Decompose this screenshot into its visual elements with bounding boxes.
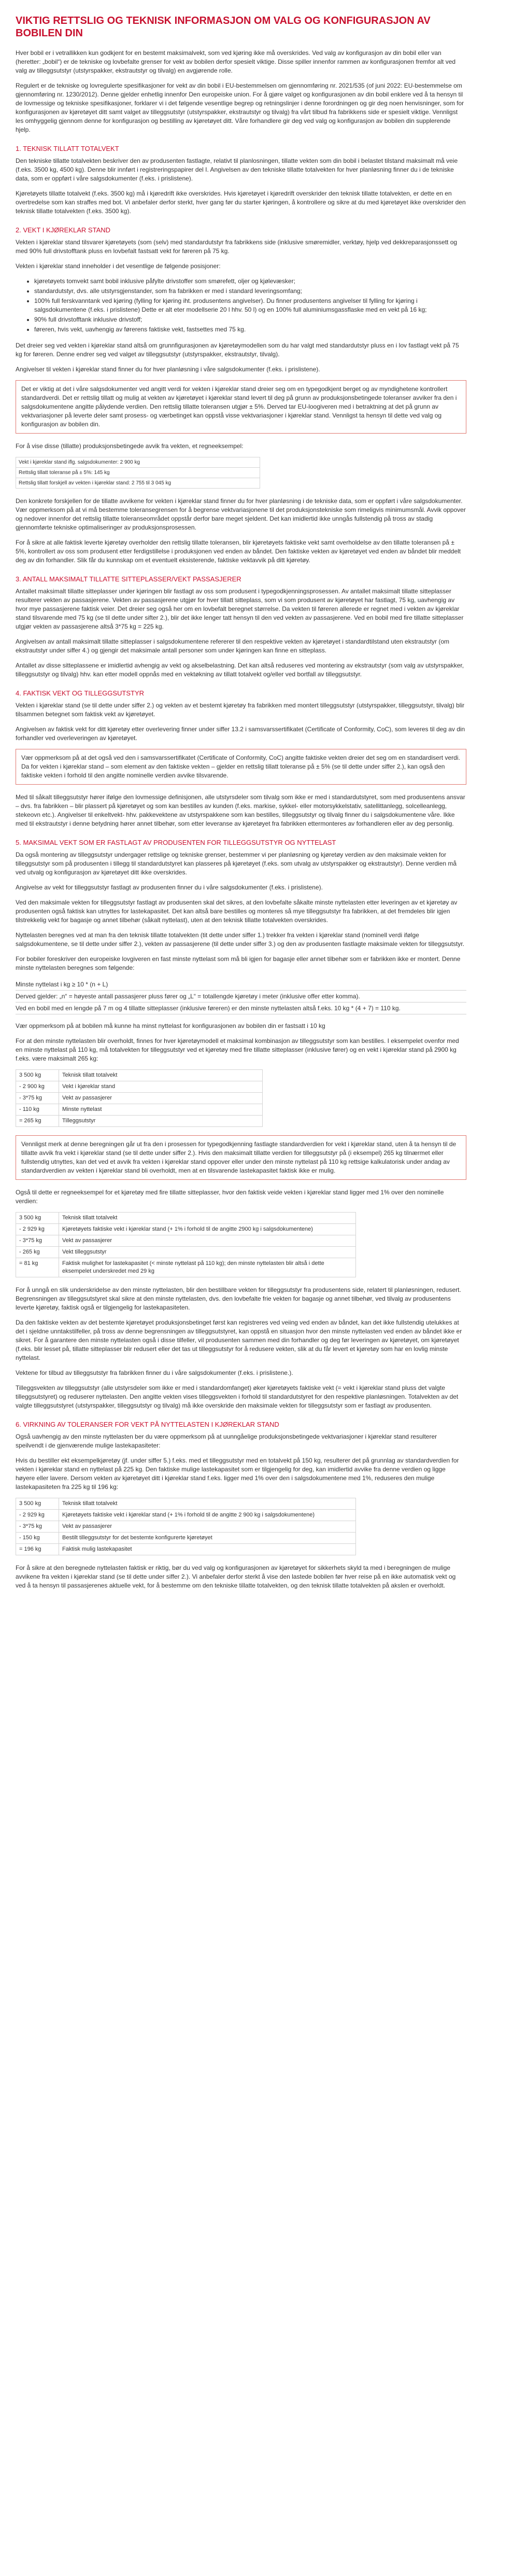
section-heading: 3. ANTALL MAKSIMALT TILLATTE SITTEPLASSER/VEKT PASSASJERER xyxy=(16,575,241,583)
table-row xyxy=(16,1247,356,1258)
paragraph: Da også montering av tilleggsutstyr undergager rettslige og tekniske grenser, bestemmer vi per planløsning og kjøretøy verdien av den maksimale vekten for tilleggsutstyr som på produsenten i tillegg til standardutstyret kan plasseres på kjøretøyet (f.eks. som utvalg av utstyrspakker og ekstrautstyr). Denne verdien må ved utvalg og konfigurasjon av kjøretøyet ditt ikke overskrides. xyxy=(16,851,457,876)
notice-box xyxy=(16,749,466,785)
paragraph: For å vise disse (tillatte) produksjonsbetingede avvik fra vekten, et regneeksempel: xyxy=(16,442,244,450)
table-cell: Rettslig tillatt toleranse på ± 5%: 145 kg xyxy=(16,468,260,478)
paragraph: For å sikre at alle faktisk leverte kjøretøy overholder den rettslig tillatte toleransen, blir kjøretøyets faktiske vekt samt overholdelse av den tillatte toleransen på ± 5%, kontrollert av oss som produsent etter ferdigstillelse i produksjonen ved enden av båndet. Den faktiske vekten av kjøretøyet ved enden av båndet blir meddelt deg av din forhandler. Slik får du kunnskap om et eventuelt eksisterende, faktiske vektavvik på ditt kjøretøy. xyxy=(16,539,461,564)
table-cell: = 81 kg xyxy=(16,1258,59,1277)
list-item: • 90% full drivstofftank inklusive drivstoff; xyxy=(34,315,466,324)
table-cell: Vekt i kjøreklar stand xyxy=(59,1081,263,1093)
table-cell: Tilleggsutstyr xyxy=(59,1116,263,1127)
paragraph: Angivelsen av antall maksimalt tillatte sitteplasser i salgsdokumentene refererer til den respektive vekten av kjøretøyet i standardtilstand uten ekstrautstyr (om ekstrautstyr under siffer 4.) og gjengir det maksimale antall personer som under kjøringen kan finne en sitteplass. xyxy=(16,638,450,654)
table-cell: Vekt av passasjerer xyxy=(59,1235,356,1247)
paragraph: Antallet av disse sitteplassene er imidlertid avhengig av vekt og akselbelastning. Det kan altså reduseres ved montering av ekstrautstyr (som valg av utstyrspakker, tilleggsutstyr og tilvalg) hhv. kan etter modell oppnås med en vektøkning av tillatt totalvekt og/eller ved bortfall av tilleggsutstyr. xyxy=(16,662,464,678)
table-cell: 3 500 kg xyxy=(16,1070,59,1081)
paragraph: Angivelser til vekten i kjøreklar stand finner du for hver planløsning i våre salgsdokumenter (f.eks. i prislistene). xyxy=(16,366,320,373)
calculation-table xyxy=(16,1498,356,1555)
table-cell: 3 500 kg xyxy=(16,1213,59,1224)
list-item: • 100% full ferskvanntank ved kjøring (fylling for kjøring iht. produsentens angivelser). Du finner produsentens angivelser til fylling for kjøring i salgsdokumentene (f.eks. i prislistene) Dette er alt eter modellserie 20 l hhv. 50 l) og en 100% full aluminiumsgassflaske med en vekt på 16 kg; xyxy=(34,297,466,314)
table-cell: - 2 929 kg xyxy=(16,1510,59,1521)
paragraph: Hvis du bestiller ekt eksempelkjøretøy (jf. under siffer 5.) f.eks. med et tilleggsutstyr med en totalvekt på 150 kg, resulterer det på grunnlag av standardverdien for vekten i kjøreklar stand en nyttelast på 225 kg. Den faktiske mulige lastekapasitet som er tilgjengelig for deg, kan imidlertid avvike fra denne verdien og ligge høyere eller lavere. Dersom vekten av kjøretøyet ditt i kjøreklar stand f.eks. ligger med 1% over den i salgsdokumentene med 1%, reduseres den mulige lastekapasiteten fra 225 kg til 196 kg: xyxy=(16,1457,459,1491)
section-heading: 4. FAKTISK VEKT OG TILLEGGSUTSTYR xyxy=(16,689,145,697)
section-heading: 2. VEKT I KJØREKLAR STAND xyxy=(16,226,111,234)
table-cell: Faktisk mulighet for lastekapasitet (< minste nyttelast på 110 kg); den minste nyttelasten blir altså i dette eksempelet underskredet med 29 kg xyxy=(59,1258,356,1277)
paragraph: Vær oppmerksom på at bobilen må kunne ha minst nyttelast for konfigurasjonen av bobilen din er fastsatt i 10 kg xyxy=(16,1022,325,1029)
formula-line: Minste nyttelast i kg ≥ 10 * (n + L) xyxy=(16,979,466,991)
list-item: • standardutstyr, dvs. alle utstyrsgjenstander, som fra fabrikken er med i standard leveringsomfang; xyxy=(34,287,466,296)
table-cell: - 110 kg xyxy=(16,1104,59,1116)
paragraph: Da den faktiske vekten av det bestemte kjøretøyet produksjonsbetinget først kan registreres ved veiing ved enden av båndet, kan det ikke fullstendig utelukkes at det i sjeldne unntakstilfeller, på tross av denne begrensningen av tilleggsutstyret, kan oppstå en situasjon hvor den minste nyttelasten ved enden av båndet ikke er sikret. For å garantere den minste nyttelasten også i disse tilfeller, vil produsenten sammen med din forhandler og deg før leveringen av kjøretøyet, om kjøretøyet (f.eks. blir lesset på, tillatte sitteplasser blir redusert eller det tas ut tilleggsutstyr for å redusere vekten, slik at du får levert et kjøretøy som har en lovlig minste nyttelast. xyxy=(16,1319,462,1361)
paragraph: Vekten i kjøreklar stand tilsvarer kjøretøyets (som (selv) med standardutstyr fra fabrikkens side (inklusive smøremidler, verktøy, hjelp ved dekkreparasjonssett og med 90% full drivstofftank pluss en lovbefalt fastsatt vekt for føreren på 75 kg. xyxy=(16,239,458,255)
notice-text: Vær oppmerksom på at det også ved den i samsvarssertifikatet (Certificate of Conformity, CoC) angitte faktiske vekten dreier det seg om en standardisert verdi. Da for vekten i kjøreklar stand – som element av den faktiske vekten – gjelder en rettslig tillatt toleranse på ± 5% (se til dette under siffer 2.), kan også den faktiske vekten i forhold til den angitte nominelle verdien avvike tilsvarende. xyxy=(21,754,460,779)
paragraph: Også til dette er regneeksempel for et kjøretøy med fire tillatte sitteplasser, hvor den faktisk veide vekten i kjøreklar stand ligger med 1% over den nominelle verdien: xyxy=(16,1189,444,1205)
table-cell: Teknisk tillatt totalvekt xyxy=(59,1213,356,1224)
table-cell: Bestilt tilleggsutstyr for det bestemte konfigurerte kjøretøyet xyxy=(59,1533,356,1544)
paragraph: Det dreier seg ved vekten i kjøreklar stand altså om grunnfigurasjonen av kjøretøymodellen som du har valgt med standardutstyr pluss en i lov fastlagt vekt på 75 kg for føreren. Denne endrer seg ved valget av tilleggsutstyr (utstyrspakker, ekstrautstyr, tilvalg). xyxy=(16,342,459,358)
table-cell: - 3*75 kg xyxy=(16,1521,59,1533)
table-row xyxy=(16,1258,356,1277)
table-cell: - 265 kg xyxy=(16,1247,59,1258)
paragraph: For at den minste nyttelasten blir overholdt, finnes for hver kjøretøymodell et maksimal kombinasjon av tilleggsutstyr som kan bestilles. I eksempelet ovenfor med en minste nyttelast på 110 kg, må totalvekten for tilleggsutstyr ved et kjøretøy med fire tillatte sitteplasser (inklusive fører) og en vekt i kjøreklar stand på 2900 kg f.eks. være maksimalt 265 kg: xyxy=(16,1037,459,1062)
section-heading: 5. MAKSIMAL VEKT SOM ER FASTLAGT AV PRODUSENTEN FOR TILLEGGSUTSTYR OG NYTTELAST xyxy=(16,839,336,846)
paragraph: Angivelsen av faktisk vekt for ditt kjøretøy etter overlevering finner under siffer 13.2 i samsvarssertifikatet (Certificate of Conformity, CoC), som leveres til deg av din forhandler ved overleveringen av kjøretøyet. xyxy=(16,726,465,742)
table-row xyxy=(16,1213,356,1224)
paragraph: Vektene for tilbud av tilleggsutstyr fra fabrikken finner du i våre salgsdokumenter (f.eks. i prislistene.). xyxy=(16,1369,293,1376)
table-row xyxy=(16,1093,263,1104)
table-cell: Vekt i kjøreklar stand iflg. salgsdokumenter: 2 900 kg xyxy=(16,457,260,468)
table-cell: - 2 900 kg xyxy=(16,1081,59,1093)
table-cell: 3 500 kg xyxy=(16,1498,59,1510)
table-row xyxy=(16,1510,356,1521)
paragraph: Angivelse av vekt for tilleggsutstyr fastlagt av produsenten finner du i våre salgsdokumenter (f.eks. i prislistene). xyxy=(16,884,323,891)
table-cell: - 3*75 kg xyxy=(16,1235,59,1247)
table-cell: - 150 kg xyxy=(16,1533,59,1544)
notice-box xyxy=(16,380,466,434)
paragraph: Kjøretøyets tillatte totalvekt (f.eks. 3500 kg) må i kjøredrift ikke overskrides. Hvis kjøretøyet i kjøredrift overskrider den teknisk tillatte totalvekten, er dette en en overtredelse som kan straffes med bot. Vi anbefaler derfor sterkt, hver gang før du starter kjøringen, å kontrollere og sikre at du med kjøretøyet ikke overskrider den teknisk tillatte totalvekten (f.eks. 3500 kg). xyxy=(16,190,466,215)
intro-paragraph: Regulert er de tekniske og lovregulerte spesifikasjoner for vekt av din bobil i EU-bestemmelsen om gjennomføring nr. 2021/535 (of juni 2022: EU-bestemmelse om gjennomføring nr. 1230/2012). Denne gjelder enhetlig innenfor Den europeiske union. For å gjøre valget og konfigurasjonen av din bobil enklere ved å ta hensyn til de lovmessige og tekniske spesifikasjoner, forklarer vi i det følgende vesentlige begrep og retningslinjer i denne forordningen og gir deg noen henvisninger, som for konfigurasjonen av kjøretøyet ditt samt valget av tilleggsutstyr (utstyrspakker, ekstrautstyr og tilvalg) fra vårt tilbud fra fabrikkens side er spesielt viktige. Vennligst les omhyggelig gjennom denne for konfigurasjon og bestilling av kjøretøyet ditt. Våre forhandlere gir deg ved valg og konfigurasjon av bobilen din supplerende hjelp. xyxy=(16,82,464,133)
formula-block xyxy=(16,979,466,1014)
table-row xyxy=(16,1498,356,1510)
table-row xyxy=(16,1533,356,1544)
paragraph: Vekten i kjøreklar stand (se til dette under siffer 2.) og vekten av et bestemt kjøretøy fra fabrikken med montert tilleggsutstyr (utstyrspakker, tilleggsutstyr, tilvalg) blir tilsammen betegnet som faktisk vekt av kjøretøyet. xyxy=(16,702,465,718)
table-row xyxy=(16,1224,356,1235)
paragraph: For å sikre at den beregnede nyttelasten faktisk er riktig, bør du ved valg og konfigurasjonen av kjøretøyet for sikkerhets skyld ta med i beregningen de mulige avvikene fra vekten i kjøreklar stand (se til dette under siffer 2.). Vi anbefaler derfor sterkt å vise den lastede bobilen før hver reise på en ikke automatisk vekt og ved å ta hensyn til passasjerenes aktuelle vekt, for å bestemme om den tekniske tillatte totalvekten, og den teknisk tillatte totalvekten på akslen er overholdt. xyxy=(16,1564,456,1589)
table-cell: Vekt tilleggsutstyr xyxy=(59,1247,356,1258)
table-cell: Kjøretøyets faktiske vekt i kjøreklar stand (+ 1% i forhold til de angitte 2 900 kg i salgsdokumentene) xyxy=(59,1510,356,1521)
notice-text: Det er viktig at det i våre salgsdokumenter ved angitt verdi for vekten i kjøreklar stand dreier seg om en typegodkjent berget og av myndighetene kontrollert standardverdi. Det er rettslig tillatt og mulig at vekten av kjøretøyet i kjøreklar stand levert til deg på grunn av produksjonsbetingede toleranser avviker fra den i salgsdokumentene angitte pålydende verdien. Den rettslig tillatte toleransen utgjør ± 5%. Derved tar EU-loogiveren med i betraktning at det på grunn av vektvariasjoner på leverte deler samt prosess- og værbetinget kan oppstå visse vektvariasjoner i kjøreklar stand. Vennligst ta hensyn til dette ved valg og konfigurasjon av bobilen din. xyxy=(21,385,457,428)
paragraph: Tilleggsvekten av tilleggsutstyr (alle utstyrsdeler som ikke er med i standardomfanget) øker kjøretøyets faktiske vekt (= vekt i kjøreklar stand pluss det valgte tilleggsutstyret) og reduserer nyttelasten. Den angitte vekten vises tilleggsvekten i forhold til standardutstyret for den respektive planløsningen. Totalvekten av det valgte tilleggsutstyret (utstyrspakker, tilleggsutstyr og tilvalg) må ikke overskride den maksimale vekten for tilleggsutstyr som er fastlagt av produsenten. xyxy=(16,1384,459,1409)
example-table xyxy=(16,457,260,489)
paragraph: Nyttelasten beregnes ved at man fra den teknisk tillatte totalvekten (tit dette under siffer 1.) trekker fra vekten i kjøreklar stand (nominell verdi ifølge salgsdokumentene, se til dette under siffer 2.), vekten av passasjerene (til dette under siffer 3.) og den av produsenten fastlagte maksimale vekten for tilleggsutstyr. xyxy=(16,931,465,948)
table-row xyxy=(16,1235,356,1247)
table-cell: Teknisk tillatt totalvekt xyxy=(59,1070,263,1081)
formula-line: Ved en bobil med en lengde på 7 m og 4 tillatte sitteplasser (inklusive føreren) er den minste nyttelasten altså f.eks. 10 kg * (4 + 7) = 110 kg. xyxy=(16,1002,466,1014)
paragraph: Den tekniske tillatte totalvekten beskriver den av produsenten fastlagte, relativt til planlosningen, tillatte vekten som din bobil i belastet tilstand maksimalt må veie (f.eks. 3500 kg, 4500 kg). Denne blir innført i registreringspapirer del I. Angivelsen av den tekniske tillatte totalvekten for hver planløsning finner du i de tekniske data, som er oppført i våre salgsdokumenter (f.eks. i prislistene). xyxy=(16,157,458,182)
table-row xyxy=(16,468,260,478)
table-cell: Faktisk mulig lastekapasitet xyxy=(59,1544,356,1555)
table-cell: Vekt av passasjerer xyxy=(59,1093,263,1104)
notice-text: Vennligst merk at denne beregningen går ut fra den i prosessen for typegodkjenning fastlagte standardverdien for vekt i kjøreklar stand, uten å ta hensyn til de tillatte avvik fra vekt i kjøreklar stand (se til dette under siffer 2.). Hvis den maksimalt tillatte verdien for tilleggsutstyr på (i eksempel) 265 kg tilnærmet eller fullstendig utnyttes, kan det ved et avvik fra vekten i kjøreklar stand oppover eller under den minste nyttelast på 110 kg rettsige kalkulatorisk under andag av standardverdien av vekten i kjøreklar stand bli overholdt, men at en tilsvarende lastekapasitet faktisk ikke er mulig. xyxy=(21,1140,457,1174)
section-heading: 6. VIRKNING AV TOLERANSER FOR VEKT PÅ NYTTELASTEN I KJØREKLAR STAND xyxy=(16,1421,279,1428)
calculation-table xyxy=(16,1069,263,1127)
table-cell: Kjøretøyets faktiske vekt i kjøreklar stand (+ 1% i forhold til de angitte 2900 kg i salgsdokumentene) xyxy=(59,1224,356,1235)
table-row xyxy=(16,1081,263,1093)
intro-paragraph: Hver bobil er i vetrallikken kun godkjent for en bestemt maksimalvekt, som ved kjøring ikke må overskrides. Ved valg av konfigurasjon av din bobil eller van (heretter: „bobil“) er de tekniske og lovbefalte grenser for vekt av bobilen derfor spesielt viktige. Disse spiller innenfor rammen av konfigurasjonen fremfor alt ved valg av tilleggsutstyr (utstyrspakker, ekstrautstyr og tilvalg) en avgjørende rolle. xyxy=(16,49,456,74)
list-item: • føreren, hvis vekt, uavhengig av førerens faktiske vekt, fastsettes med 75 kg. xyxy=(34,325,466,334)
paragraph: For bobiler foreskriver den europeiske lovgiveren en fast minste nyttelast som må bli igjen for bagasje eller annet tilbehør som er fabrikken ikke er montert. Denne minste nyttelasten beregnes som følgende: xyxy=(16,955,461,971)
table-row xyxy=(16,1521,356,1533)
paragraph: Også uavhengig av den minste nyttelasten ber du være oppmerksom på at uunngåelige produksjonsbetingede vektvariasjoner i kjøreklar stand resulterer speilvendt i de gjenværende mulige lastekapasiteter: xyxy=(16,1433,437,1449)
table-row xyxy=(16,478,260,489)
table-cell: Minste nyttelast xyxy=(59,1104,263,1116)
formula-line: Derved gjelder: „n“ = høyeste antall passasjerer pluss fører og „L“ = totallengde kjøretøy i meter (inklusive offer etter komma). xyxy=(16,991,466,1002)
paragraph: Ved den maksimale vekten for tilleggsutstyr fastlagt av produsenten skal det sikres, at den lovbefalte såkalte minste nyttelasten etter leveringen av et kjøretøy av produsenten også faktisk kan utnyttes for lastekapasitet. Det kan altså bare bestilles og monteres så mye tilleggsutstyr fra fabrikken, at det fremdeles blir igjen tilstrekkelig vekt for bagasje og annet tilbehør (såkalt nyttelast), uten at den teknisk tillatte totalvekten overskrides. xyxy=(16,899,458,924)
paragraph: Med til såkalt tilleggsutstyr hører ifølge den lovmessige definisjonen, alle utstyrsdeler som tilvalg som ikke er med i standardutstyret, som med produsentens ansvar – dvs. fra fabrikken – blir plassert på kjøretøyet og som kan bestilles av kunden (f.eks. markise, sykkel- eller motorsykkelstativ, satellittanlegg, solcelleanlegg, stekeovn etc.). Angivelser til enkeltvekt- hhv. pakkevektene av utstyrspakkene som kan bestilles, tilleggsutstyr og tilvalg finner du i salgsdokumentene våre. Ikke med til ekstrautstyr i denne betydning hører annet tilbehør, som etter leveranse av kjøretøyet fra fabrikken ettermonteres av forhandleren eller av deg personlig. xyxy=(16,793,465,827)
table-cell: Vekt av passasjerer xyxy=(59,1521,356,1533)
table-row xyxy=(16,1116,263,1127)
bullet-list xyxy=(16,277,466,334)
paragraph: Vekten i kjøreklar stand inneholder i det vesentlige de følgende posisjoner: xyxy=(16,262,221,270)
table-cell: = 196 kg xyxy=(16,1544,59,1555)
table-row xyxy=(16,1104,263,1116)
notice-box xyxy=(16,1135,466,1180)
page-title: VIKTIG RETTSLIG OG TEKNISK INFORMASJON OM VALG OG KONFIGURASJON AV BOBILEN DIN xyxy=(16,15,431,39)
section-heading: 1. TEKNISK TILLATT TOTALVEKT xyxy=(16,145,119,152)
paragraph: For å unngå en slik underskridelse av den minste nyttelasten, blir den bestillbare vekten for tilleggsutstyr fra produsentens side, relatert til planløsningen, redusert. Begrensningen av tilleggsutstyret skal sikre at den minste nyttelasten, dvs. den lovbefalte frie vekten for bagasje og annet tilbehør, ved tilvalg av produsentens leverte kjøretøy, faktisk også er tilgjengelig for lastekapasiteten. xyxy=(16,1286,461,1311)
table-cell: Teknisk tillatt totalvekt xyxy=(59,1498,356,1510)
list-item: • kjøretøyets tomvekt samt bobil inklusive påfylte drivstoffer som smørefett, oljer og kjølevæsker; xyxy=(34,277,466,286)
paragraph: Den konkrete forskjellen for de tillatte avvikene for vekten i kjøreklar stand finner du for hver planløsning i de tekniske data, som er oppført i våre salgsdokumenter. Vær oppmerksom på at vi må bestemme toleransegrensen for å begrense vektvariasjonene til det produksjonstekniske som rimeligvis minimumsmål. Avvik oppover og nedover innenfor det rettslig tillatte toleranseområdet oppstår derfor bare meget sjeldent. Det kan imidlertid ikke unngås fullstendig på tross av stadig gjennomførte tekniske optimaliseringer av produksjonsprosessen. xyxy=(16,497,466,531)
calculation-table xyxy=(16,1212,356,1277)
table-row xyxy=(16,1070,263,1081)
table-cell: - 2 929 kg xyxy=(16,1224,59,1235)
paragraph: Antallet maksimalt tillatte sitteplasser under kjøringen blir fastlagt av oss som produsent i typegodkjenningsprosessen. Av antallet maksimalt tillatte sitteplasser resulterer vekten av passasjerene. Vekten av passasjerene utgjør for hver tillatt sitteplass, som vi som produsent av kjøretøyet har fastlagt, 75 kg, uavhengig av hvor mye passasjerene faktisk veier. Det dreier seg også her om en lovbefalt beregnet størrelse. Da vekten til føreren allerede er regnet med i vekten av kjøreklar stand tilsvarende med 75 kg (se til dette under sifter 2.), blir det ikke lenger tatt hensyn til den ved vekten av passasjerene. Ved en bobil med fire tillatte sitteplasser utgjør vekten av passasjerene altså 3*75 kg = 225 kg. xyxy=(16,588,464,630)
table-cell: - 3*75 kg xyxy=(16,1093,59,1104)
table-cell: Rettslig tillatt forskjell av vekten i kjøreklar stand: 2 755 til 3 045 kg xyxy=(16,478,260,489)
table-row xyxy=(16,457,260,468)
table-cell: = 265 kg xyxy=(16,1116,59,1127)
table-row xyxy=(16,1544,356,1555)
